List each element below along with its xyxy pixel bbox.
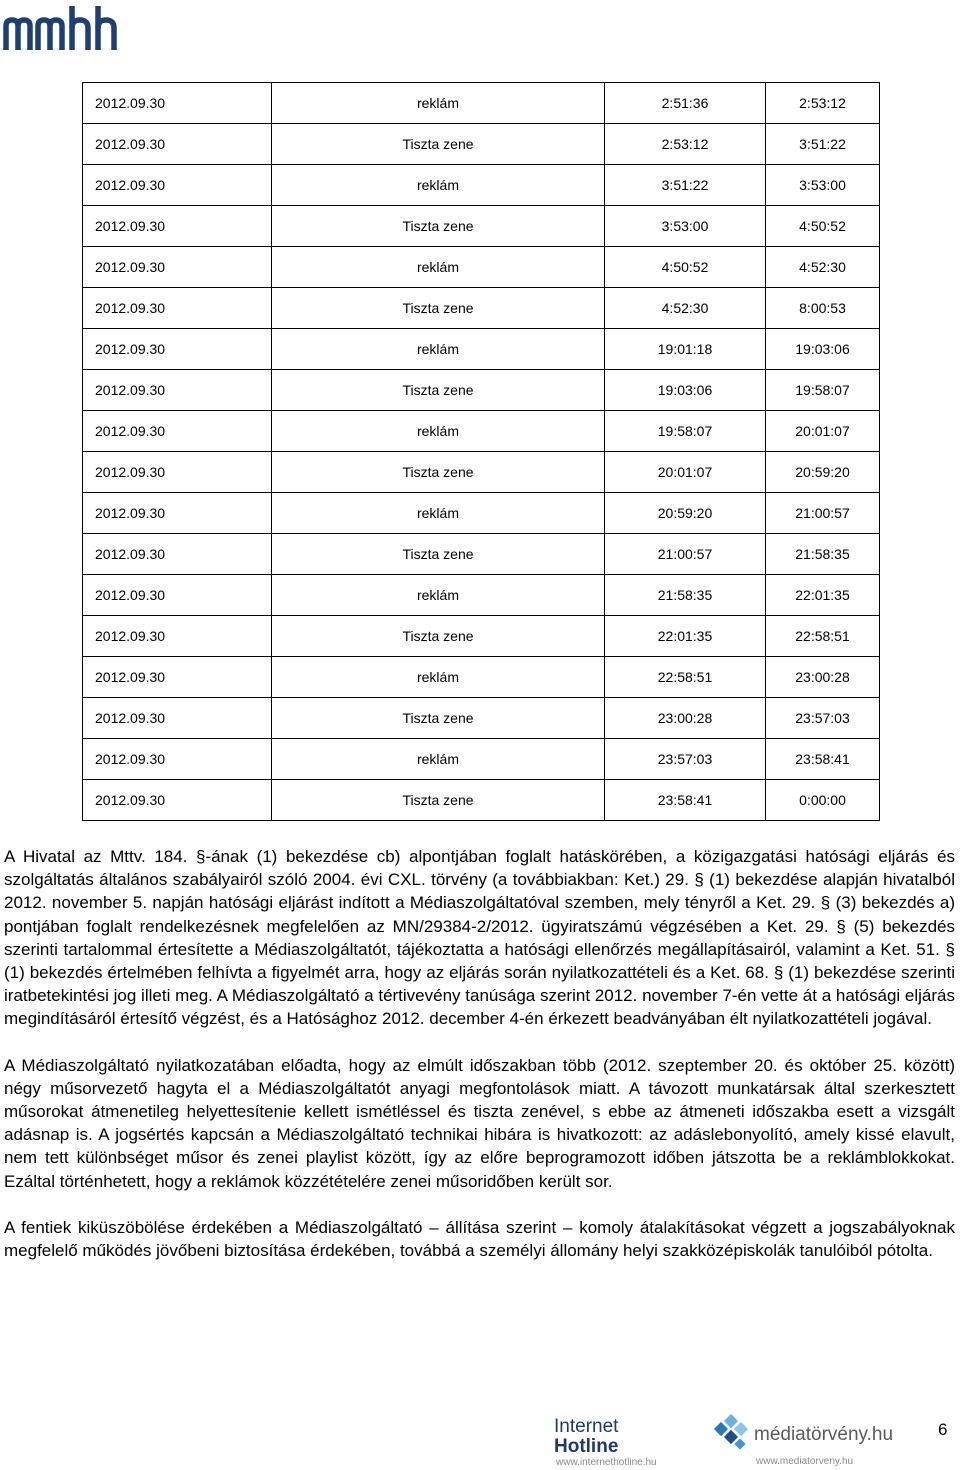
table-row: [83, 83, 880, 124]
table-row: [83, 657, 880, 698]
table-row: [83, 247, 880, 288]
cell-end-time: 19:03:06: [766, 329, 880, 370]
cell-start-time: 4:50:52: [605, 247, 766, 288]
cell-type: reklám: [272, 493, 605, 534]
table-row: [83, 698, 880, 739]
cell-end-time: 21:00:57: [766, 493, 880, 534]
cell-date: 2012.09.30: [83, 288, 272, 329]
hotline-url: www.internethotline.hu: [556, 1457, 657, 1468]
cell-end-time: 0:00:00: [766, 780, 880, 821]
table-row: [83, 124, 880, 165]
cell-start-time: 3:51:22: [605, 165, 766, 206]
cell-end-time: 3:53:00: [766, 165, 880, 206]
cell-type: Tiszta zene: [272, 616, 605, 657]
table-row: [83, 165, 880, 206]
cell-date: 2012.09.30: [83, 83, 272, 124]
cell-start-time: 21:58:35: [605, 575, 766, 616]
table-row: [83, 370, 880, 411]
cell-type: Tiszta zene: [272, 452, 605, 493]
cell-type: Tiszta zene: [272, 370, 605, 411]
cell-end-time: 23:57:03: [766, 698, 880, 739]
mt-title: médiatörvény.hu: [754, 1424, 894, 1445]
cell-end-time: 22:58:51: [766, 616, 880, 657]
cell-end-time: 21:58:35: [766, 534, 880, 575]
cell-type: Tiszta zene: [272, 698, 605, 739]
hotline-title-1: Internet: [554, 1416, 619, 1437]
cell-start-time: 20:59:20: [605, 493, 766, 534]
cell-date: 2012.09.30: [83, 616, 272, 657]
mediatorveny-logo: [712, 1414, 912, 1468]
cell-end-time: 3:51:22: [766, 124, 880, 165]
cell-date: 2012.09.30: [83, 165, 272, 206]
cell-end-time: 4:52:30: [766, 247, 880, 288]
cell-start-time: 2:51:36: [605, 83, 766, 124]
mt-url: www.mediatorveny.hu: [756, 1456, 854, 1467]
table-row: [83, 575, 880, 616]
table-row: [83, 534, 880, 575]
broadcast-schedule-table: [82, 82, 880, 821]
cell-date: 2012.09.30: [83, 698, 272, 739]
cell-type: reklám: [272, 329, 605, 370]
cell-type: Tiszta zene: [272, 780, 605, 821]
hotline-title-2: Hotline: [554, 1436, 619, 1457]
cell-type: Tiszta zene: [272, 288, 605, 329]
table-row: [83, 493, 880, 534]
cell-end-time: 23:58:41: [766, 739, 880, 780]
cell-start-time: 19:58:07: [605, 411, 766, 452]
cell-date: 2012.09.30: [83, 657, 272, 698]
cell-date: 2012.09.30: [83, 329, 272, 370]
cell-type: Tiszta zene: [272, 206, 605, 247]
table-row: [83, 780, 880, 821]
cell-date: 2012.09.30: [83, 575, 272, 616]
cell-end-time: 2:53:12: [766, 83, 880, 124]
table-row: [83, 616, 880, 657]
cell-start-time: 22:01:35: [605, 616, 766, 657]
cell-end-time: 4:50:52: [766, 206, 880, 247]
cell-date: 2012.09.30: [83, 493, 272, 534]
table-row: [83, 288, 880, 329]
cell-type: reklám: [272, 83, 605, 124]
cell-date: 2012.09.30: [83, 370, 272, 411]
cell-end-time: 22:01:35: [766, 575, 880, 616]
cell-end-time: 19:58:07: [766, 370, 880, 411]
cell-start-time: 23:00:28: [605, 698, 766, 739]
decision-text: [4, 845, 955, 1285]
table-row: [83, 411, 880, 452]
cell-type: Tiszta zene: [272, 124, 605, 165]
mediatorveny-mark-icon: [714, 1414, 748, 1450]
cell-start-time: 23:58:41: [605, 780, 766, 821]
cell-date: 2012.09.30: [83, 534, 272, 575]
mmhh-logo: [2, 4, 124, 52]
cell-start-time: 3:53:00: [605, 206, 766, 247]
table-row: [83, 206, 880, 247]
cell-start-time: 19:01:18: [605, 329, 766, 370]
cell-type: reklám: [272, 411, 605, 452]
cell-type: Tiszta zene: [272, 534, 605, 575]
cell-date: 2012.09.30: [83, 780, 272, 821]
cell-date: 2012.09.30: [83, 452, 272, 493]
cell-start-time: 23:57:03: [605, 739, 766, 780]
cell-end-time: 23:00:28: [766, 657, 880, 698]
cell-start-time: 21:00:57: [605, 534, 766, 575]
cell-date: 2012.09.30: [83, 411, 272, 452]
internet-hotline-logo: [554, 1414, 686, 1468]
cell-type: reklám: [272, 165, 605, 206]
paragraph-statement: A Médiaszolgáltató nyilatkozatában előadta, hogy az elmúlt időszakban több (2012. szeptember 20. és október 25. között) négy műsorvezető hagyta el a Médiaszolgáltatót anyagi megfontolások miatt. A távozott munkatársak által szerkesztett műsorokat átmenetileg helyettesítenie kellett ismétléssel és tiszta zenével, s ebbe az átmeneti időszakba esett a vizsgált adásnap is. A jogsértés kapcsán a Médiaszolgáltató technikai hibára is hivatkozott: az adáslebonyolító, amely kissé elavult, nem tett különbséget műsor és zenei playlist között, így az előre beprogramozott időben játszotta be a reklámblokkokat. Ezáltal történhetett, hogy a reklámok közzétételére zenei műsoridőben került sor.: [4, 1055, 955, 1191]
cell-type: reklám: [272, 657, 605, 698]
cell-end-time: 20:59:20: [766, 452, 880, 493]
page-number: 6: [938, 1420, 948, 1439]
cell-date: 2012.09.30: [83, 247, 272, 288]
cell-type: reklám: [272, 247, 605, 288]
cell-start-time: 2:53:12: [605, 124, 766, 165]
cell-date: 2012.09.30: [83, 124, 272, 165]
cell-type: reklám: [272, 739, 605, 780]
cell-start-time: 22:58:51: [605, 657, 766, 698]
cell-end-time: 20:01:07: [766, 411, 880, 452]
cell-start-time: 19:03:06: [605, 370, 766, 411]
paragraph-procedure: A Hivatal az Mttv. 184. §-ának (1) bekezdése cb) alpontjában foglalt hatáskörében, a közigazgatási hatósági eljárás és szolgáltatás általános szabályairól szóló 2004. évi CXL. törvény (a továbbiakban: Ket.) 29. § (1) bekezdése alapján hivatalból 2012. november 5. napján hatósági eljárást indított a Médiaszolgáltatóval szemben, mely tényről a Ket. 29. § (3) bekezdés a) pontjában foglalt rendelkezésnek megfelelően az MN/29384-2/2012. ügyiratszámú végzésében a Ket. 29. § (5) bekezdés szerinti tartalommal értesítette a Médiaszolgáltatót, tájékoztatta a hatósági ellenőrzés megállapításairól, valamint a Ket. 51. § (1) bekezdés értelmében felhívta a figyelmét arra, hogy az eljárás során nyilatkozattételi és a Ket. 68. § (1) bekezdése szerinti iratbetekintési jog illeti meg. A Médiaszolgáltató a tértivevény tanúsága szerint 2012. november 7-én vette át a hatósági eljárás megindításáról értesítő végzést, és a Hatósághoz 2012. december 4-én érkezett beadványában élt nyilatkozattételi jogával.: [4, 847, 955, 1029]
cell-type: reklám: [272, 575, 605, 616]
cell-end-time: 8:00:53: [766, 288, 880, 329]
table-row: [83, 452, 880, 493]
cell-start-time: 20:01:07: [605, 452, 766, 493]
paragraph-remedy: A fentiek kiküszöbölése érdekében a Médiaszolgáltató – állítása szerint – komoly átalakításokat végzett a jogszabályoknak megfelelő működés jövőbeni biztosítása érdekében, továbbá a személyi állomány helyi szakközépiskolák tanulóiból pótolta.: [4, 1217, 955, 1261]
cell-date: 2012.09.30: [83, 206, 272, 247]
cell-date: 2012.09.30: [83, 739, 272, 780]
table-row: [83, 329, 880, 370]
cell-start-time: 4:52:30: [605, 288, 766, 329]
table-row: [83, 739, 880, 780]
